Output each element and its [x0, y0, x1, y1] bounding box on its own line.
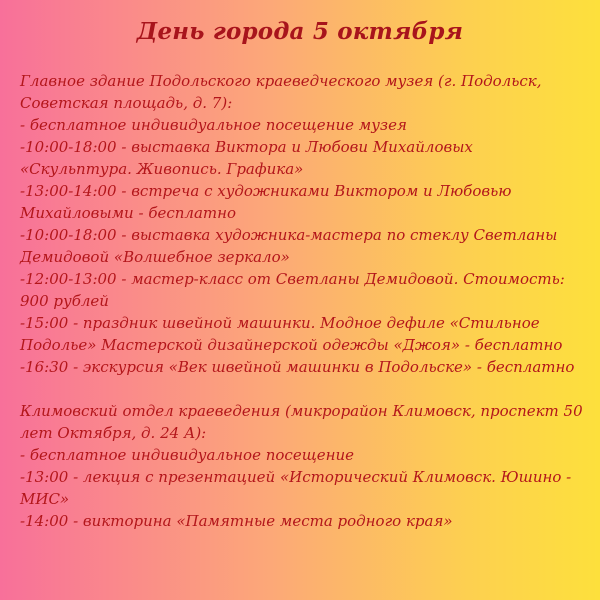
event-item: -16:30 - экскурсия «Век швейной машинки в Подольске» - бесплатно [20, 358, 575, 376]
event-item: -15:00 - праздник швейной машинки. Модное дефиле «Стильное Подолье» Мастерской дизайнерской одежды «Джоя» - бесплатно [20, 314, 563, 354]
event-item: -13:00 - лекция с презентацией «Исторический Климовск. Юшино - МИС» [20, 468, 572, 508]
event-item: -10:00-18:00 - выставка художника-мастера по стеклу Светланы Демидовой «Волшебное зеркало» [20, 226, 558, 266]
event-item: -14:00 - викторина «Памятные места родного края» [20, 512, 453, 530]
section-header: Главное здание Подольского краеведческого музея (г. Подольск, Советская площадь, д. 7): [20, 72, 542, 112]
event-item: -12:00-13:00 - мастер-класс от Светланы Демидовой. Стоимость: 900 рублей [20, 270, 565, 310]
event-item: - бесплатное индивидуальное посещение музея [20, 116, 407, 134]
poster-content [20, 70, 586, 532]
section-klimovsk-department [20, 400, 586, 532]
section-header: Климовский отдел краеведения (микрорайон Климовск, проспект 50 лет Октября, д. 24 А): [20, 402, 583, 442]
section-podolsk-museum [20, 70, 586, 378]
event-item: - бесплатное индивидуальное посещение [20, 446, 355, 464]
event-item: -10:00-18:00 - выставка Виктора и Любови Михайловых «Скульптура. Живопись. Графика» [20, 138, 473, 178]
poster-title: День города 5 октября [136, 18, 464, 45]
event-item: -13:00-14:00 - встреча с художниками Виктором и Любовью Михайловыми - бесплатно [20, 182, 512, 222]
